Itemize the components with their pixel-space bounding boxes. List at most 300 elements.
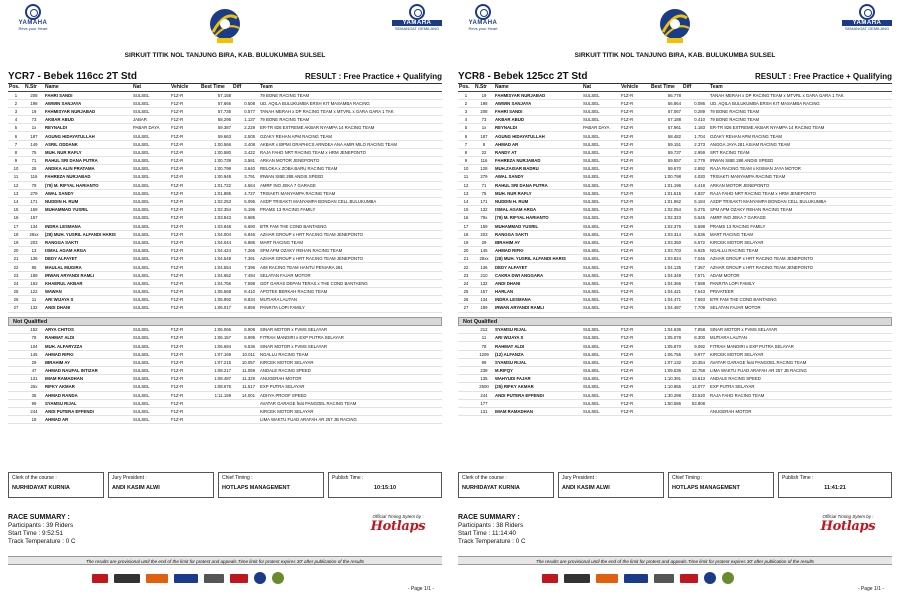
vehicle-cell: F1Z-R xyxy=(620,279,650,287)
best-time-cell: 1:00.798 xyxy=(200,165,232,173)
start-number-cell: 22 xyxy=(474,148,494,156)
position-cell: 7 xyxy=(458,140,474,148)
nationality-cell: SULSEL xyxy=(582,107,620,115)
start-number-cell: 189 xyxy=(474,304,494,312)
best-time-cell: 1:30.298 xyxy=(650,391,682,399)
nationality-cell: SULSEL xyxy=(582,383,620,391)
start-time: Start Time : 9:52:51 xyxy=(8,530,63,537)
position-cell: 2 xyxy=(8,99,24,107)
publish-time-box xyxy=(328,472,442,498)
diff-cell: 8.999 xyxy=(232,334,256,342)
position-cell: 3 xyxy=(458,107,474,115)
position-cell: 20 xyxy=(458,247,474,255)
position-cell: 6 xyxy=(8,132,24,140)
diff-cell: 10.354 xyxy=(682,358,706,366)
vehicle-cell: F1Z-R xyxy=(620,383,650,391)
start-number-cell: 19 xyxy=(474,91,494,99)
position-cell: 26 xyxy=(458,296,474,304)
diff-cell: 2.779 xyxy=(682,157,706,165)
best-time-cell: 1:05.568 xyxy=(200,288,232,296)
best-time-cell: 1:03.350 xyxy=(650,238,682,246)
team-cell: KIRCEK MOTOR SELAYAR xyxy=(256,358,442,366)
team-cell: AMRF INO JEKA 7 GARAGE xyxy=(706,214,892,222)
track-temperature: Track Temperature : 0 C xyxy=(458,538,526,545)
results-table xyxy=(8,84,442,313)
nationality-cell: SULSEL xyxy=(132,140,170,148)
table-row xyxy=(8,263,442,271)
position-cell: 2 xyxy=(458,99,474,107)
sheet-header xyxy=(2,0,448,70)
best-time-cell: 1:04.135 xyxy=(650,263,682,271)
rider-name-cell: RAHMAT ALDI xyxy=(494,342,582,350)
diff-cell: 7.598 xyxy=(232,279,256,287)
rider-name-cell: REYNALDI xyxy=(44,124,132,132)
diff-cell: 10.011 xyxy=(232,350,256,358)
nationality-cell: SULSEL xyxy=(582,238,620,246)
start-number-cell: 238 xyxy=(474,367,494,375)
team-cell: MART RACING TEAM xyxy=(256,238,442,246)
yamaha-tagline: Revs your Heart xyxy=(468,26,498,31)
team-cell: ANGGA JAYA 281 ASIAM RACING TEAM xyxy=(706,140,892,148)
rider-name-cell: ASRIL ODDANK xyxy=(44,140,132,148)
vehicle-cell: F1Z-R xyxy=(170,391,200,399)
start-number-cell: 29 xyxy=(24,358,44,366)
diff-cell: 3.791 xyxy=(232,173,256,181)
team-cell: UD. AQILA BULUKUMBA ERSH KIT MASAMBA RACING xyxy=(706,99,892,107)
nationality-cell: SULSEL xyxy=(132,99,170,107)
table-row xyxy=(458,116,892,124)
start-number-cell: 279 xyxy=(24,189,44,197)
tuning-fork-icon xyxy=(25,4,41,20)
table-row xyxy=(458,296,892,304)
vehicle-cell: F1Z-R xyxy=(170,181,200,189)
diff-cell xyxy=(232,416,256,424)
vehicle-cell: F1Z-R xyxy=(170,255,200,263)
table-row xyxy=(8,367,442,375)
start-number-cell: 79x xyxy=(474,214,494,222)
team-cell: KIRCEK MOTOR SELAYAR xyxy=(706,238,892,246)
best-time-cell: 58.482 xyxy=(650,132,682,140)
best-time-cell: 1:04.487 xyxy=(650,304,682,312)
vehicle-cell: F1Z-R xyxy=(620,197,650,205)
results-body xyxy=(8,91,442,312)
vehicle-cell: F1Z-R xyxy=(170,132,200,140)
diff-cell: 7.858 xyxy=(682,326,706,334)
position-cell: 5 xyxy=(8,124,24,132)
table-row xyxy=(8,189,442,197)
rider-name-cell: HARLAN xyxy=(494,288,582,296)
table-row xyxy=(458,148,892,156)
team-cell: PRAMS 13 RACING FAMILY xyxy=(706,222,892,230)
rider-name-cell: SYAMSU RIJAL xyxy=(494,358,582,366)
diff-cell: 4.837 xyxy=(682,189,706,197)
team-cell: LIMA WAKTU FUAD ARAFAH AR 257 JB RACING xyxy=(706,367,892,375)
position-cell xyxy=(458,367,474,375)
vehicle-cell: F1Z-R xyxy=(170,247,200,255)
column-header: N.Str xyxy=(24,84,44,91)
team-cell: TANAH MERAH x DP RACING TEAM x MTVRL x GARA GARA 1 TAK xyxy=(706,91,892,99)
position-cell: 14 xyxy=(458,197,474,205)
diff-cell: 5.095 xyxy=(232,197,256,205)
start-number-cell: 187 xyxy=(474,132,494,140)
title-bar xyxy=(458,70,892,84)
start-number-cell: 73 xyxy=(474,116,494,124)
sponsor-strip xyxy=(542,570,762,588)
rider-name-cell xyxy=(494,399,582,407)
chief-timing-label: Chief Timing : xyxy=(222,475,253,481)
position-cell xyxy=(458,342,474,350)
position-cell: 24 xyxy=(458,279,474,287)
best-time-cell: 59.670 xyxy=(650,165,682,173)
not-qualified-header: Not Qualified xyxy=(8,317,442,326)
rider-name-cell: WAWAN xyxy=(44,288,132,296)
team-cell: ER-TR 826 EXTREME AKBAR NYAMPA 14 RACING TEAM xyxy=(706,124,892,132)
start-number-cell: 28xx xyxy=(474,255,494,263)
vehicle-cell: F1Z-R xyxy=(620,165,650,173)
team-cell: FITRAH MANDIRI x EXP PUTRA SELAYAR xyxy=(256,334,442,342)
rider-name-cell: ANDIKA ALIN PRATAMA xyxy=(44,165,132,173)
diff-cell: 4.564 xyxy=(232,181,256,189)
best-time-cell: 1:09.536 xyxy=(650,367,682,375)
table-row xyxy=(458,99,892,107)
table-row xyxy=(458,271,892,279)
diff-cell: 2.229 xyxy=(232,124,256,132)
team-cell: LIMA WAKTU FUAD ARAFAH AR 257 JB RACING xyxy=(256,416,442,424)
rider-name-cell: WAHYUDI FAJAR xyxy=(494,375,582,383)
best-time-cell: 1:06.694 xyxy=(200,342,232,350)
start-number-cell: 116 xyxy=(474,157,494,165)
column-header: Pos. xyxy=(8,84,24,91)
position-cell xyxy=(8,342,24,350)
sponsor-logo-icon xyxy=(624,574,648,583)
vehicle-cell: F1Z-R xyxy=(620,222,650,230)
team-cell: BTR FAM THE COND BANTAENG xyxy=(256,222,442,230)
publish-time-value: 10:15:10 xyxy=(373,485,397,491)
team-cell: ASDP TRISAKTI MANYAMPA BONDAN CELL BULUKUMBA xyxy=(256,197,442,205)
vehicle-cell: F1Z-R xyxy=(620,124,650,132)
team-cell: TRISAKTI MANYAMPA RACING TEAM xyxy=(256,189,442,197)
nationality-cell: SULSEL xyxy=(582,399,620,407)
nationality-cell: SULSEL xyxy=(582,132,620,140)
team-cell: PANRITA LOPI FAMILY xyxy=(256,304,442,312)
start-number-cell: 189 xyxy=(24,271,44,279)
clerk-name: NURHIDAYAT KURNIA xyxy=(462,485,520,491)
table-row xyxy=(8,165,442,173)
page-number: - Page 1/1 - xyxy=(407,586,434,592)
race-summary-title: RACE SUMMARY : xyxy=(8,514,70,521)
start-number-cell: 279 xyxy=(474,173,494,181)
diff-cell: 33.520 xyxy=(682,391,706,399)
start-number-cell: 25 xyxy=(24,165,44,173)
column-header: Name xyxy=(494,84,582,91)
position-cell xyxy=(458,326,474,334)
nationality-cell: SULSEL xyxy=(132,181,170,189)
rider-name-cell: ANDI PUTERA EFFENDI xyxy=(494,391,582,399)
rider-name-cell: MUH. NUR RAFLY xyxy=(494,189,582,197)
start-number-cell: 145 xyxy=(24,350,44,358)
chief-timing-box xyxy=(668,472,774,498)
diff-cell: 5.545 xyxy=(682,214,706,222)
rider-name-cell: INDRA LESMANA xyxy=(494,296,582,304)
position-cell: 5 xyxy=(458,124,474,132)
diff-cell: 3.640 xyxy=(232,165,256,173)
race-summary xyxy=(458,514,758,545)
nationality-cell: SULSEL xyxy=(582,358,620,366)
publish-time-box xyxy=(778,472,892,498)
nationality-cell: JABAR xyxy=(132,116,170,124)
police-emblem-icon xyxy=(704,572,716,584)
start-number-cell: 208 xyxy=(474,107,494,115)
clerk-box xyxy=(458,472,554,498)
best-time-cell: 1:06.017 xyxy=(200,304,232,312)
table-row xyxy=(458,214,892,222)
nationality-cell: SULSEL xyxy=(582,99,620,107)
sponsor-logo-icon xyxy=(542,574,558,583)
diff-cell: 13.613 xyxy=(682,375,706,383)
table-header-row xyxy=(458,84,892,91)
best-time-cell: 1:04.549 xyxy=(200,255,232,263)
vehicle-cell: F1Z-R xyxy=(620,247,650,255)
nationality-cell: SULSEL xyxy=(582,189,620,197)
table-row xyxy=(458,247,892,255)
nationality-cell: SULSEL xyxy=(132,157,170,165)
best-time-cell xyxy=(200,407,232,415)
best-time-cell: 1:08.487 xyxy=(200,375,232,383)
start-number-cell: 136 xyxy=(474,263,494,271)
yamaha-logo-secondary xyxy=(842,4,892,32)
position-cell: 22 xyxy=(8,263,24,271)
sponsor-strip xyxy=(92,570,312,588)
rider-name-cell: MAULAL MUGIRA xyxy=(44,263,132,271)
table-row xyxy=(8,148,442,156)
diff-cell xyxy=(232,91,256,99)
disclaimer: The results are provisional until the end of the limit for protest and appeals.Time limit for protest expires 30' after publication of the results xyxy=(8,556,442,565)
chief-timing-name: HOTLAPS MANAGEMENT xyxy=(222,485,290,491)
table-row xyxy=(458,107,892,115)
nationality-cell: SULSEL xyxy=(582,304,620,312)
team-cell: IRWAN SIBE 288 ANDIS SPEED xyxy=(256,173,442,181)
best-time-cell: 1:04.366 xyxy=(650,279,682,287)
team-cell: BTR FAM THE COND BANTAENG xyxy=(706,296,892,304)
best-time-cell: 1:00.949 xyxy=(200,173,232,181)
vehicle-cell: F1Z-R xyxy=(620,157,650,165)
best-time-cell: 1:05.078 xyxy=(650,334,682,342)
team-cell: MUTIARA LAUTAN xyxy=(706,334,892,342)
best-time-cell: 59.387 xyxy=(200,124,232,132)
rider-name-cell: IMAM RAMADHAN xyxy=(494,407,582,415)
diff-cell: 7.693 xyxy=(682,296,706,304)
vehicle-cell: F1Z-R xyxy=(170,222,200,230)
table-row xyxy=(458,288,892,296)
position-cell xyxy=(8,350,24,358)
diff-cell: 6.886 xyxy=(232,238,256,246)
table-row xyxy=(8,124,442,132)
position-cell xyxy=(8,367,24,375)
best-time-cell: 1:01.196 xyxy=(650,181,682,189)
start-number-cell: 99 xyxy=(474,358,494,366)
best-time-cell: 57.666 xyxy=(200,99,232,107)
nationality-cell: SULSEL xyxy=(132,326,170,334)
rider-name-cell: FAHREZA NURJABAD xyxy=(44,173,132,181)
best-time-cell: 1:04.044 xyxy=(200,238,232,246)
diff-cell: 6.925 xyxy=(682,247,706,255)
start-number-cell: 85 xyxy=(24,263,44,271)
rider-name-cell: NUDDIN H. RUM xyxy=(494,197,582,205)
position-cell xyxy=(8,391,24,399)
best-time-cell: 1:07.215 xyxy=(200,358,232,366)
table-row xyxy=(458,173,892,181)
team-cell xyxy=(706,399,892,407)
result-title: RESULT : Free Practice + Qualifying xyxy=(755,72,892,81)
team-cell: AVATAR GARAGE feat PANGOEL RACING TEAM xyxy=(256,399,442,407)
nationality-cell: SULSEL xyxy=(582,367,620,375)
best-time-cell: 59.737 xyxy=(650,148,682,156)
vehicle-cell: F1Z-R xyxy=(620,140,650,148)
team-cell: SRT RACING TEAM xyxy=(706,148,892,156)
nationality-cell: SULSEL xyxy=(132,255,170,263)
nationality-cell: SULSEL xyxy=(132,132,170,140)
table-row xyxy=(8,230,442,238)
nationality-cell: SULSEL xyxy=(582,375,620,383)
jury-name: ANDI KASIM ALWI xyxy=(562,485,610,491)
table-row xyxy=(458,304,892,312)
team-cell: NGALLU RACING TEAM xyxy=(256,350,442,358)
vehicle-cell: F1Z-R xyxy=(620,99,650,107)
nationality-cell: SULSEL xyxy=(132,165,170,173)
sponsor-logo-icon xyxy=(174,574,198,583)
team-cell: AKBAR x BIPMI GRAPHICS ARNDEA ANA AMIR MILO RACING TEAM xyxy=(256,140,442,148)
table-row xyxy=(8,375,442,383)
rider-name-cell: INDRA LESMANA xyxy=(44,222,132,230)
vehicle-cell: F1Z-R xyxy=(170,383,200,391)
rider-name-cell: DEDY ALFAYET xyxy=(44,255,132,263)
results-body xyxy=(458,91,892,312)
nationality-cell: SULSEL xyxy=(132,91,170,99)
team-cell: 79 BONE RACING TEAM xyxy=(706,116,892,124)
table-row xyxy=(8,238,442,246)
rider-name-cell: KHAERUL AKBAR xyxy=(44,279,132,287)
team-cell: RAJA FAHD NRT RACING TEAM x HRM JENEPONTO xyxy=(706,189,892,197)
nationality-cell: SULSEL xyxy=(132,399,170,407)
diff-cell: 7.494 xyxy=(232,271,256,279)
best-time-cell: 1:03.703 xyxy=(650,247,682,255)
position-cell: 10 xyxy=(458,165,474,173)
rider-name-cell: M.RIFQY xyxy=(494,367,582,375)
table-row xyxy=(458,342,892,350)
team-cell: ANDALE RACING SPEED xyxy=(256,367,442,375)
rider-name-cell: ARYA CHITOS xyxy=(44,326,132,334)
table-row xyxy=(8,99,442,107)
vehicle-cell: F1Z-R xyxy=(620,271,650,279)
position-cell xyxy=(8,334,24,342)
vehicle-cell: F1Z-R xyxy=(170,350,200,358)
column-header: Vehicle xyxy=(620,84,650,91)
start-number-cell: 171 xyxy=(474,197,494,205)
table-row xyxy=(458,358,892,366)
table-row xyxy=(458,206,892,214)
clerk-label: Clerk of the course : xyxy=(462,475,507,481)
jury-label: Jury President : xyxy=(112,475,147,481)
nationality-cell: SULSEL xyxy=(132,279,170,287)
position-cell: 17 xyxy=(8,222,24,230)
vehicle-cell: F1Z-R xyxy=(620,238,650,246)
position-cell: 12 xyxy=(458,181,474,189)
team-cell: RAJA FAHD NRT RACING TEAM x HRM JENEPONTO xyxy=(256,148,442,156)
team-cell: RAJA RACING TEAM x KISMAN JAYA MOTOR xyxy=(706,165,892,173)
nationality-cell: SULSEL xyxy=(132,197,170,205)
nationality-cell: SULSEL xyxy=(582,91,620,99)
rider-name-cell: ISMAL AGAM ARGA xyxy=(44,247,132,255)
diff-cell: 7.266 xyxy=(232,247,256,255)
start-number-cell: 149 xyxy=(24,140,44,148)
vehicle-cell: F1Z-R xyxy=(170,124,200,132)
position-cell: 19 xyxy=(458,238,474,246)
vehicle-cell: F1Z-R xyxy=(170,367,200,375)
best-time-cell: 1:03.314 xyxy=(650,230,682,238)
rider-name-cell: MUHAMMAD YUSRIL xyxy=(44,206,132,214)
rider-name-cell: (79) M. RIFYAL HARIANTO xyxy=(44,181,132,189)
best-time-cell: 1:00.739 xyxy=(200,157,232,165)
table-row xyxy=(458,391,892,399)
table-row xyxy=(8,247,442,255)
start-number-cell: 78 xyxy=(474,342,494,350)
position-cell: 24 xyxy=(8,279,24,287)
vehicle-cell: F1Z-R xyxy=(170,157,200,165)
table-row xyxy=(458,238,892,246)
column-header: Name xyxy=(44,84,132,91)
diff-cell: 8.908 xyxy=(232,326,256,334)
column-header: Nat xyxy=(582,84,620,91)
table-row xyxy=(458,375,892,383)
start-number-cell: 78 xyxy=(24,334,44,342)
table-row xyxy=(8,91,442,99)
diff-cell: 2.505 xyxy=(232,132,256,140)
rider-name-cell: AWAL SANDY xyxy=(494,173,582,181)
position-cell xyxy=(458,358,474,366)
team-cell: ADAM MOTOR xyxy=(706,271,892,279)
start-number-cell: 29 xyxy=(474,238,494,246)
best-time-cell: 1:01.885 xyxy=(200,189,232,197)
diff-cell: 7.046 xyxy=(682,255,706,263)
table-row xyxy=(458,230,892,238)
table-row xyxy=(458,165,892,173)
nationality-cell: SULSEL xyxy=(582,197,620,205)
start-number-cell: 128 xyxy=(474,165,494,173)
vehicle-cell: F1Z-R xyxy=(170,399,200,407)
timing-system-logo xyxy=(358,514,438,534)
best-time-cell: 1:08.675 xyxy=(200,383,232,391)
table-row xyxy=(8,173,442,181)
diff-cell: 3.408 xyxy=(232,140,256,148)
table-row xyxy=(8,116,442,124)
position-cell: 8 xyxy=(458,148,474,156)
timing-system-label: Official Timing Sytem by : xyxy=(372,514,424,519)
start-number-cell: 73 xyxy=(24,116,44,124)
team-cell: SELATAN FAJAR MOTOR xyxy=(706,304,892,312)
vehicle-cell: F1Z-R xyxy=(170,326,200,334)
jury-label: Jury President : xyxy=(562,475,597,481)
vehicle-cell: F1Z-R xyxy=(620,304,650,312)
vehicle-cell: F1Z-R xyxy=(620,214,650,222)
best-time-cell: 1:06.066 xyxy=(200,326,232,334)
team-cell: ANUGERAH MOTOR xyxy=(706,407,892,415)
not-qualified-body xyxy=(8,326,442,424)
vehicle-cell: F1Z-R xyxy=(170,342,200,350)
start-number-cell: 1x xyxy=(474,124,494,132)
position-cell: 21 xyxy=(8,255,24,263)
team-cell: ANUGERAH MOTOR xyxy=(256,375,442,383)
rider-name-cell: RANGGA SAKTI xyxy=(44,238,132,246)
